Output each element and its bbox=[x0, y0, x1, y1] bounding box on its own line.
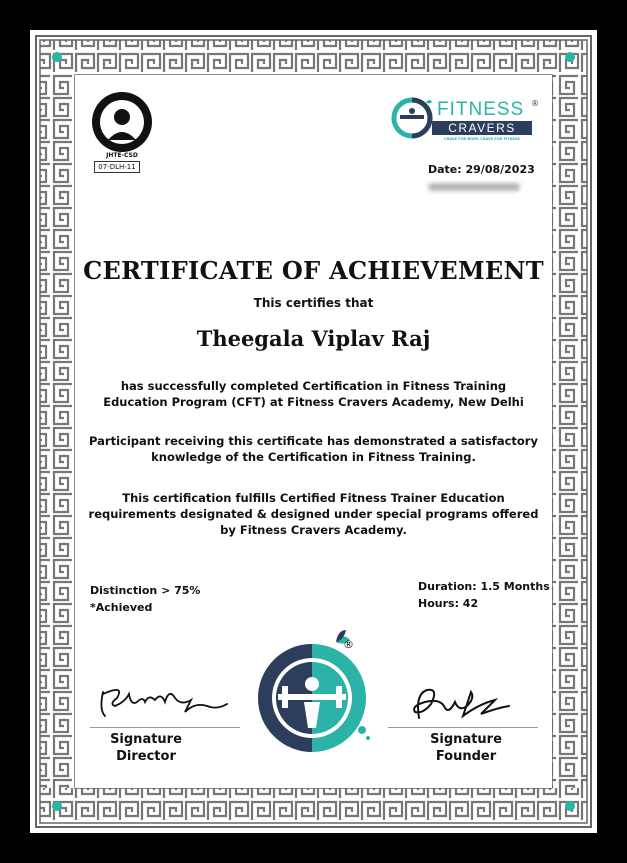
blurred-reference bbox=[428, 176, 528, 190]
requirements-paragraph bbox=[60, 490, 567, 538]
duration-text: Duration: 1.5 Months bbox=[418, 580, 550, 593]
founder-signature-icon bbox=[405, 684, 515, 724]
certificate-title: CERTIFICATE OF ACHIEVEMENT bbox=[83, 256, 544, 285]
founder-signature-line bbox=[388, 727, 538, 728]
completion-line-1: has successfully completed Certification in Fitness Training bbox=[120, 379, 507, 393]
distinction-block bbox=[90, 582, 200, 616]
brand-registered-mark: ® bbox=[531, 99, 539, 108]
distinction-text: Distinction > 75% bbox=[90, 584, 201, 597]
duration-block bbox=[418, 578, 550, 612]
completion-paragraph bbox=[60, 378, 567, 410]
requirements-line-1: This certification fulfills Certified Fitness Trainer Education bbox=[122, 491, 505, 505]
institute-seal-icon bbox=[90, 90, 154, 154]
completion-line-2: Education Program (CFT) at Fitness Cravers Academy, New Delhi bbox=[103, 395, 524, 409]
brand-name-line2: CRAVERS bbox=[432, 121, 532, 135]
center-registered-mark: ® bbox=[343, 638, 354, 651]
hours-text: Hours: 42 bbox=[418, 597, 479, 610]
director-signature-icon bbox=[95, 680, 235, 722]
founder-role: Founder bbox=[435, 749, 497, 764]
director-signature-line bbox=[90, 727, 240, 728]
recipient-name: Theegala Viplav Raj bbox=[196, 326, 431, 351]
requirements-line-3: by Fitness Cravers Academy. bbox=[220, 523, 407, 537]
issue-date: Date: 29/08/2023 bbox=[428, 163, 535, 176]
director-signature-label: Signature bbox=[110, 732, 182, 747]
seal-caption: JHTE-CSD bbox=[106, 152, 138, 159]
knowledge-line-2: knowledge of the Certification in Fitness Training. bbox=[151, 450, 476, 464]
founder-signature-label: Signature bbox=[430, 732, 502, 747]
fitness-cravers-logo-icon bbox=[390, 96, 434, 140]
center-logo-icon bbox=[252, 628, 376, 758]
certificate-subtitle: This certifies that bbox=[253, 296, 374, 310]
director-signature-block bbox=[90, 731, 202, 765]
brand-tagline: CRAVE FOR BODY, CRAVE FOR FITNESS bbox=[444, 137, 520, 141]
founder-signature-block bbox=[410, 731, 522, 765]
director-role: Director bbox=[116, 749, 176, 764]
brand-name-line1: FITNESS bbox=[437, 99, 525, 120]
achieved-text: *Achieved bbox=[90, 601, 153, 614]
requirements-line-2: requirements designated & designed under special programs offered bbox=[88, 507, 539, 521]
knowledge-paragraph bbox=[60, 433, 567, 465]
knowledge-line-1: Participant receiving this certificate has demonstrated a satisfactory bbox=[89, 434, 538, 448]
seal-code: 07-DLH-11 bbox=[94, 161, 140, 173]
